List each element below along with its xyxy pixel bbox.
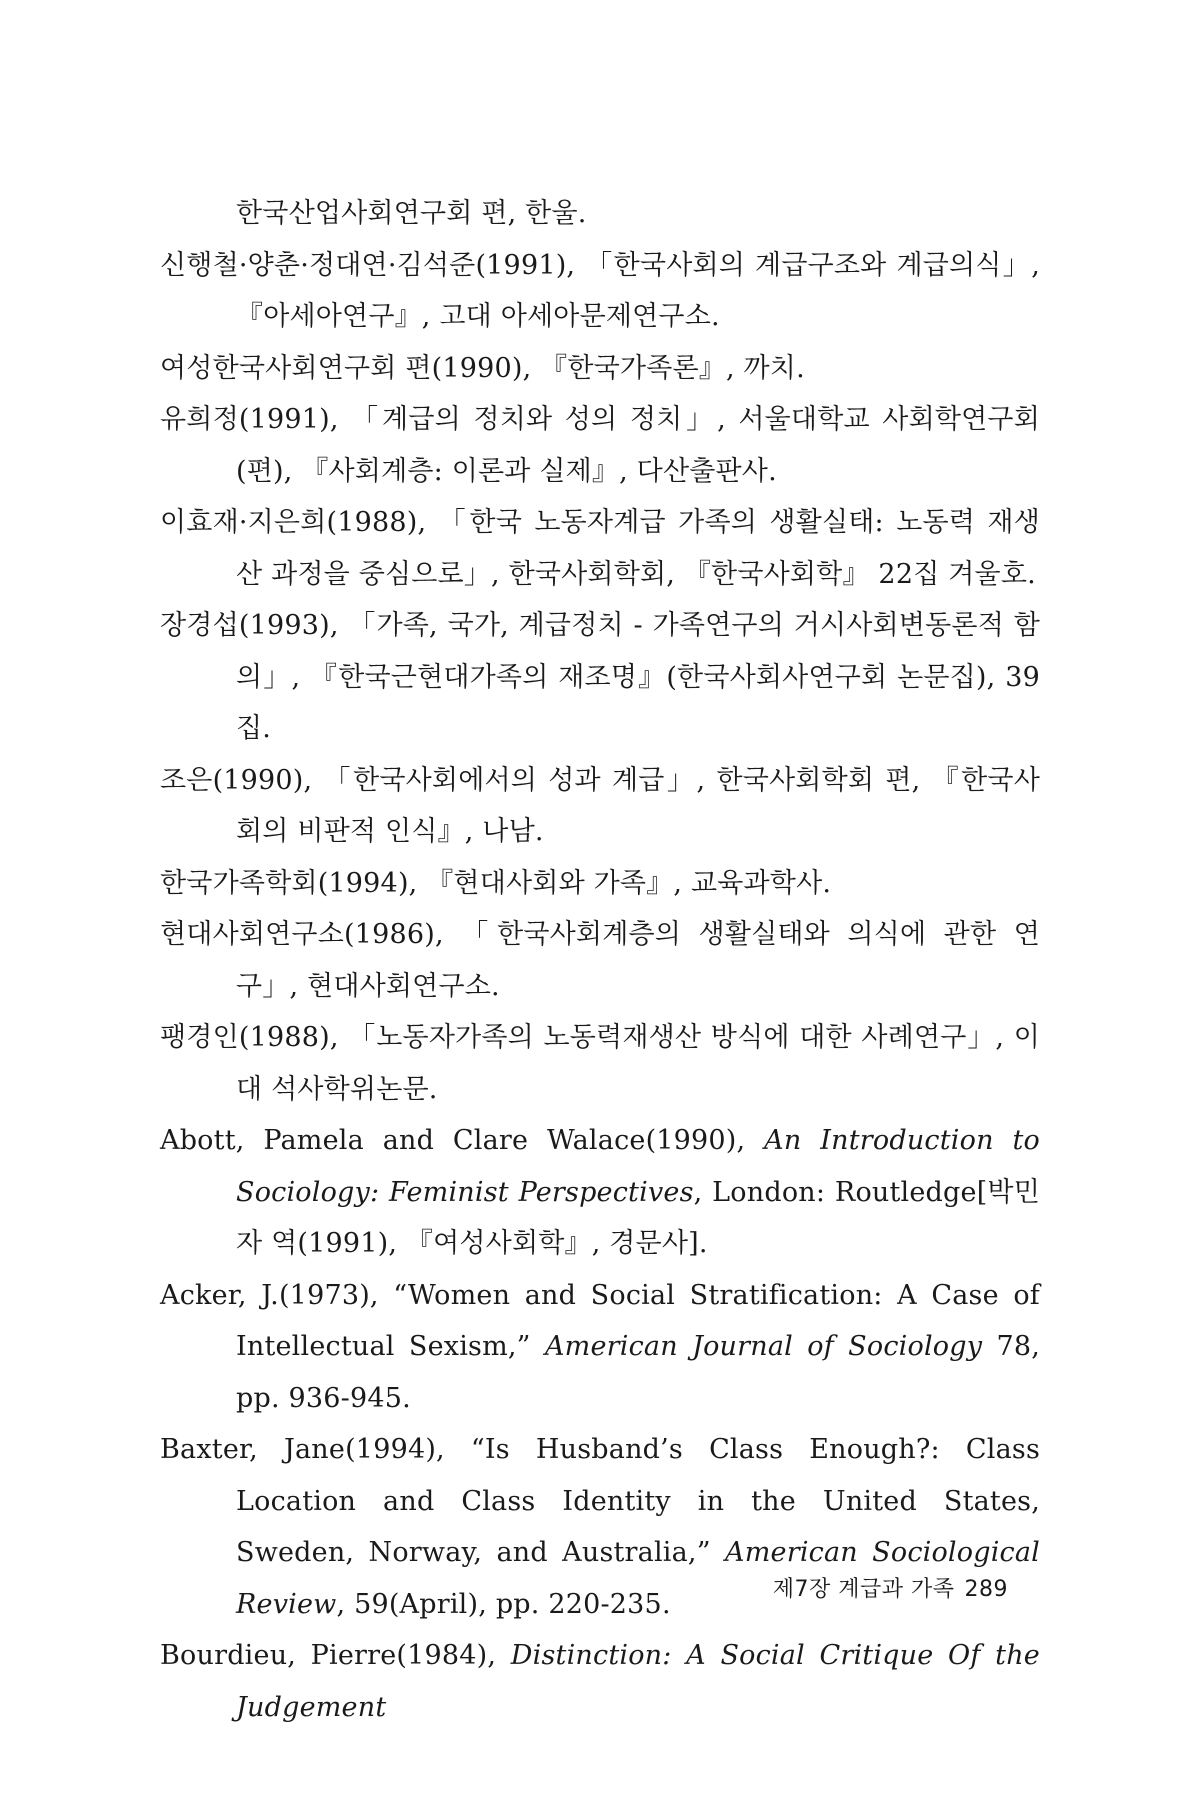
reference-entry <box>160 600 1040 755</box>
reference-text: 이효재·지은희(1988), 「한국 노동자계급 가족의 생활실태: 노동력 재생산 과정을 중심으로」, 한국사회학회, 『한국사회학』 22집 겨울호. <box>160 507 1040 590</box>
reference-entry <box>160 1115 1040 1270</box>
reference-text: 한국산업사회연구회 편, 한울. <box>236 198 587 229</box>
reference-text: 한국가족학회(1994), 『현대사회와 가족』, 교육과학사. <box>160 867 832 899</box>
page-footer <box>763 1572 1008 1603</box>
reference-entry <box>160 188 1040 240</box>
reference-publication-info: 78, pp. 936-945. <box>236 1331 1040 1414</box>
reference-entry <box>160 909 1040 1012</box>
reference-entry <box>160 1630 1040 1733</box>
reference-text: 유희정(1991), 「계급의 정치와 성의 정치」, 서울대학교 사회학연구회(편), 『사회계층: 이론과 실제』, 다산출판사. <box>160 404 1040 487</box>
reference-text: 조은(1990), 「한국사회에서의 성과 계급」, 한국사회학회 편, 『한국사회의 비판적 인식』, 나남. <box>160 764 1040 847</box>
reference-title: Distinction: A Social Critique Of the Judgement <box>236 1640 1040 1723</box>
reference-text: 현대사회연구소(1986), 「한국사회계층의 생활실태와 의식에 관한 연구」, 현대사회연구소. <box>160 919 1040 1002</box>
page-number: 289 <box>964 1577 1008 1602</box>
reference-text: 장경섭(1993), 「가족, 국가, 계급정치 - 가족연구의 거시사회변동론적 함의」, 『한국근현대가족의 재조명』(한국사회사연구회 논문집), 39집. <box>160 610 1040 744</box>
reference-entry <box>160 755 1040 858</box>
reference-text: 여성한국사회연구회 편(1990), 『한국가족론』, 까치. <box>160 352 805 384</box>
reference-entry <box>160 240 1040 343</box>
reference-journal: American Sociological Review <box>236 1537 1040 1620</box>
reference-author-info: Acker, J.(1973), “Women and Social Stratification: A Case of Intellectual Sexism,” <box>160 1279 1040 1362</box>
reference-entry <box>160 343 1040 395</box>
reference-journal: American Journal of Sociology <box>544 1331 983 1362</box>
reference-entry <box>160 858 1040 910</box>
reference-entry <box>160 394 1040 497</box>
reference-publication-info: , London: Routledge[박민자 역(1991), 『여성사회학』, 경문사]. <box>236 1176 1040 1259</box>
reference-entry <box>160 1012 1040 1115</box>
chapter-title: 제7장 계급과 가족 <box>772 1577 955 1602</box>
reference-author-info: Abott, Pamela and Clare Walace(1990), <box>160 1125 765 1156</box>
reference-title: An Introduction to Sociology: Feminist Perspectives <box>236 1125 1040 1208</box>
reference-author-info: Baxter, Jane(1994), “Is Husband’s Class Enough?: Class Location and Class Identity in the United States, Sweden, Norway, and Australia,” <box>160 1434 1040 1568</box>
reference-publication-info: , 59(April), pp. 220-235. <box>336 1588 671 1620</box>
reference-entry <box>160 1270 1040 1425</box>
bibliography-list <box>160 188 1040 1733</box>
reference-text: 신행철·양춘·정대연·김석준(1991), 「한국사회의 계급구조와 계급의식」, 『아세아연구』, 고대 아세아문제연구소. <box>160 249 1040 332</box>
reference-author-info: Bourdieu, Pierre(1984), <box>160 1640 511 1671</box>
reference-entry <box>160 497 1040 600</box>
reference-text: 팽경인(1988), 「노동자가족의 노동력재생산 방식에 대한 사례연구」, 이대 석사학위논문. <box>160 1022 1040 1105</box>
